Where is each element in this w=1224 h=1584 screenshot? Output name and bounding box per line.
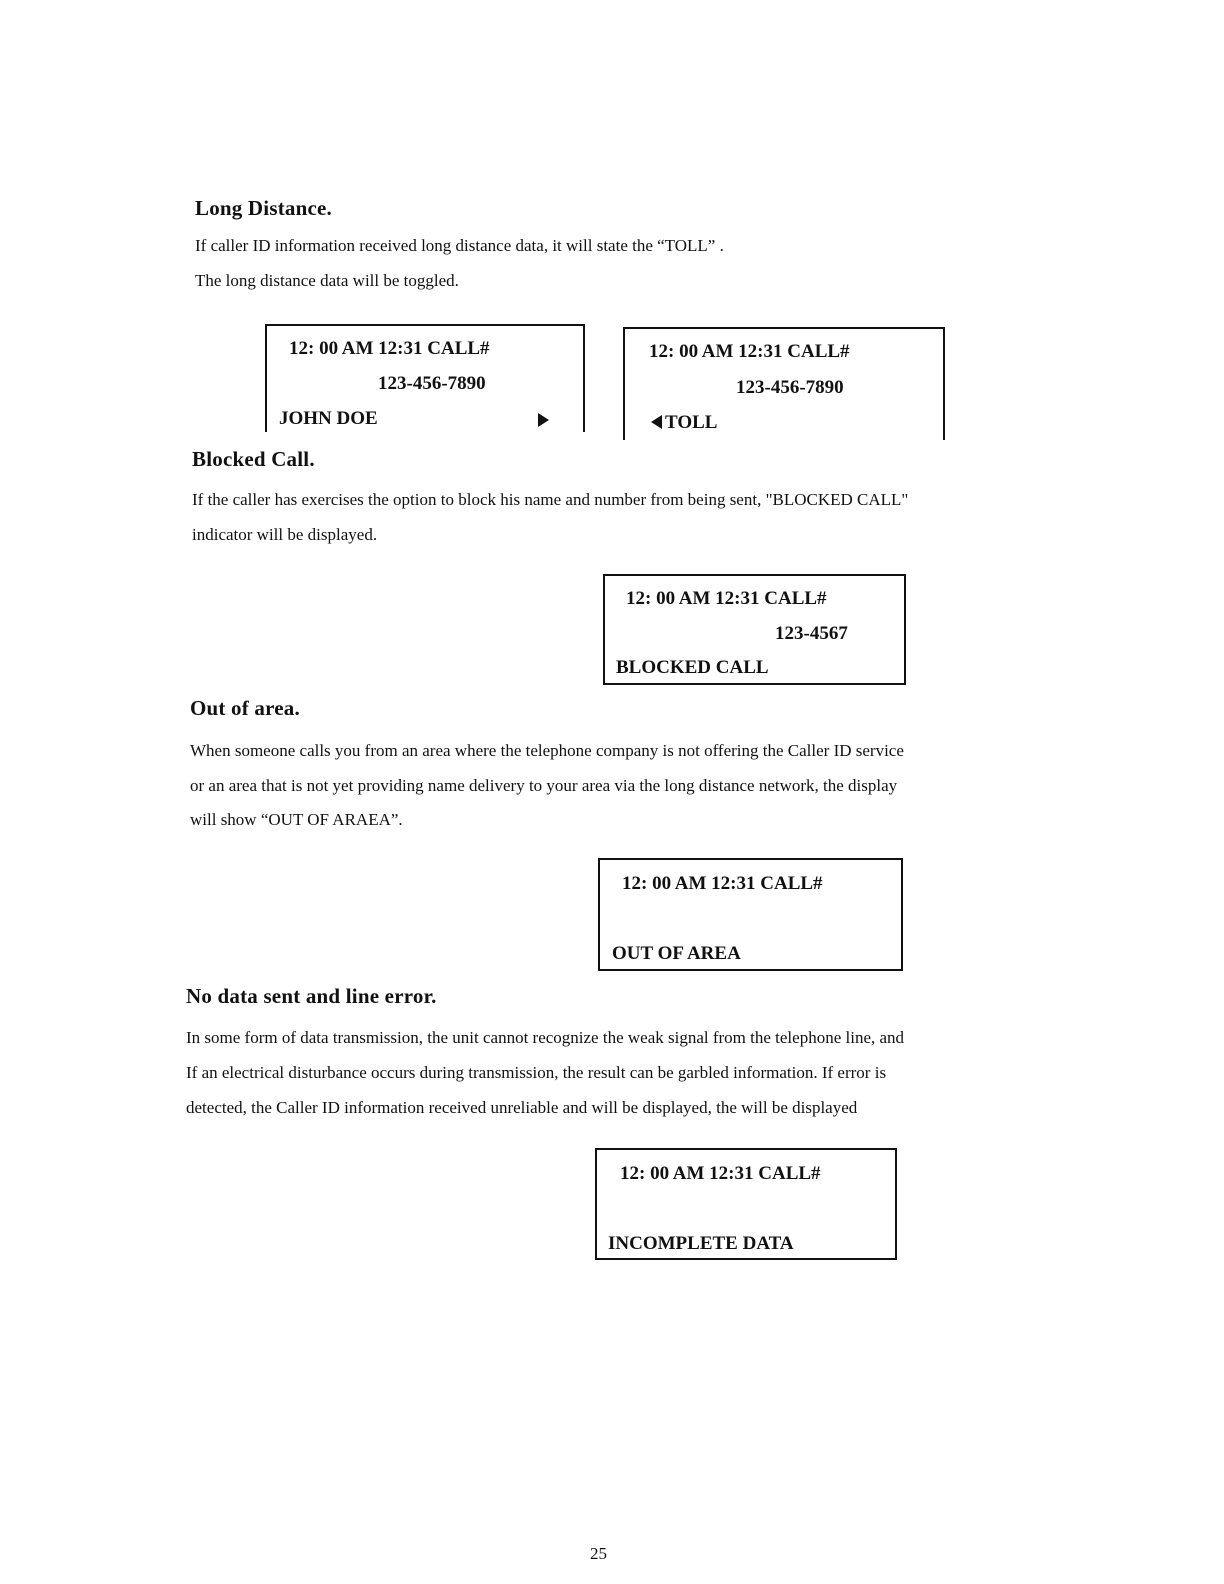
- long-distance-paragraph-1: If caller ID information received long distance data, it will state the “TOLL” .: [195, 236, 724, 255]
- lcd-display-blocked-call: [603, 574, 906, 685]
- lcd-display-incomplete-data: [595, 1148, 897, 1260]
- blocked-call-paragraph-1: If the caller has exercises the option to block his name and number from being sent, "BLOCKED CALL": [192, 490, 909, 509]
- out-of-area-paragraph-3: will show “OUT OF ARAEA”.: [190, 810, 403, 829]
- no-data-paragraph-2: If an electrical disturbance occurs during transmission, the result can be garbled information. If error is: [186, 1063, 887, 1082]
- out-of-area-heading: Out of area.: [190, 696, 300, 720]
- no-data-paragraph-3: detected, the Caller ID information received unreliable and will be displayed, the will be displayed: [186, 1098, 858, 1117]
- lcd-display-toll: [623, 327, 945, 440]
- lcd-number-line: 123-456-7890: [736, 377, 844, 398]
- lcd-status-line: BLOCKED CALL: [616, 657, 769, 678]
- no-data-heading: No data sent and line error.: [186, 984, 437, 1008]
- lcd-name-line: JOHN DOE: [279, 408, 378, 429]
- lcd-time-line: 12: 00 AM 12:31 CALL#: [620, 1163, 821, 1184]
- long-distance-heading: Long Distance.: [195, 196, 332, 220]
- lcd-time-line: 12: 00 AM 12:31 CALL#: [626, 588, 827, 609]
- lcd-time-line: 12: 00 AM 12:31 CALL#: [649, 341, 850, 362]
- long-distance-paragraph-2: The long distance data will be toggled.: [195, 271, 459, 290]
- lcd-time-line: 12: 00 AM 12:31 CALL#: [622, 873, 823, 894]
- lcd-number-line: 123-4567: [775, 623, 848, 644]
- out-of-area-paragraph-1: When someone calls you from an area where the telephone company is not offering the Caller ID service: [190, 741, 904, 760]
- blocked-call-heading: Blocked Call.: [192, 447, 315, 471]
- out-of-area-paragraph-2: or an area that is not yet providing name delivery to your area via the long distance network, the display: [190, 776, 898, 795]
- lcd-toll-label: TOLL: [665, 412, 718, 433]
- lcd-status-line: OUT OF AREA: [612, 943, 741, 964]
- no-data-paragraph-1: In some form of data transmission, the unit cannot recognize the weak signal from the telephone line, and: [186, 1028, 905, 1047]
- lcd-display-john-doe: [265, 324, 585, 432]
- lcd-display-out-of-area: [598, 858, 903, 971]
- page-number: 25: [590, 1544, 607, 1563]
- blocked-call-paragraph-2: indicator will be displayed.: [192, 525, 378, 544]
- right-triangle-icon: [538, 413, 549, 427]
- lcd-number-line: 123-456-7890: [378, 373, 486, 394]
- lcd-time-line: 12: 00 AM 12:31 CALL#: [289, 338, 490, 359]
- lcd-status-line: INCOMPLETE DATA: [608, 1233, 794, 1254]
- left-triangle-icon: [651, 415, 662, 429]
- lcd-toll-line: [651, 412, 717, 434]
